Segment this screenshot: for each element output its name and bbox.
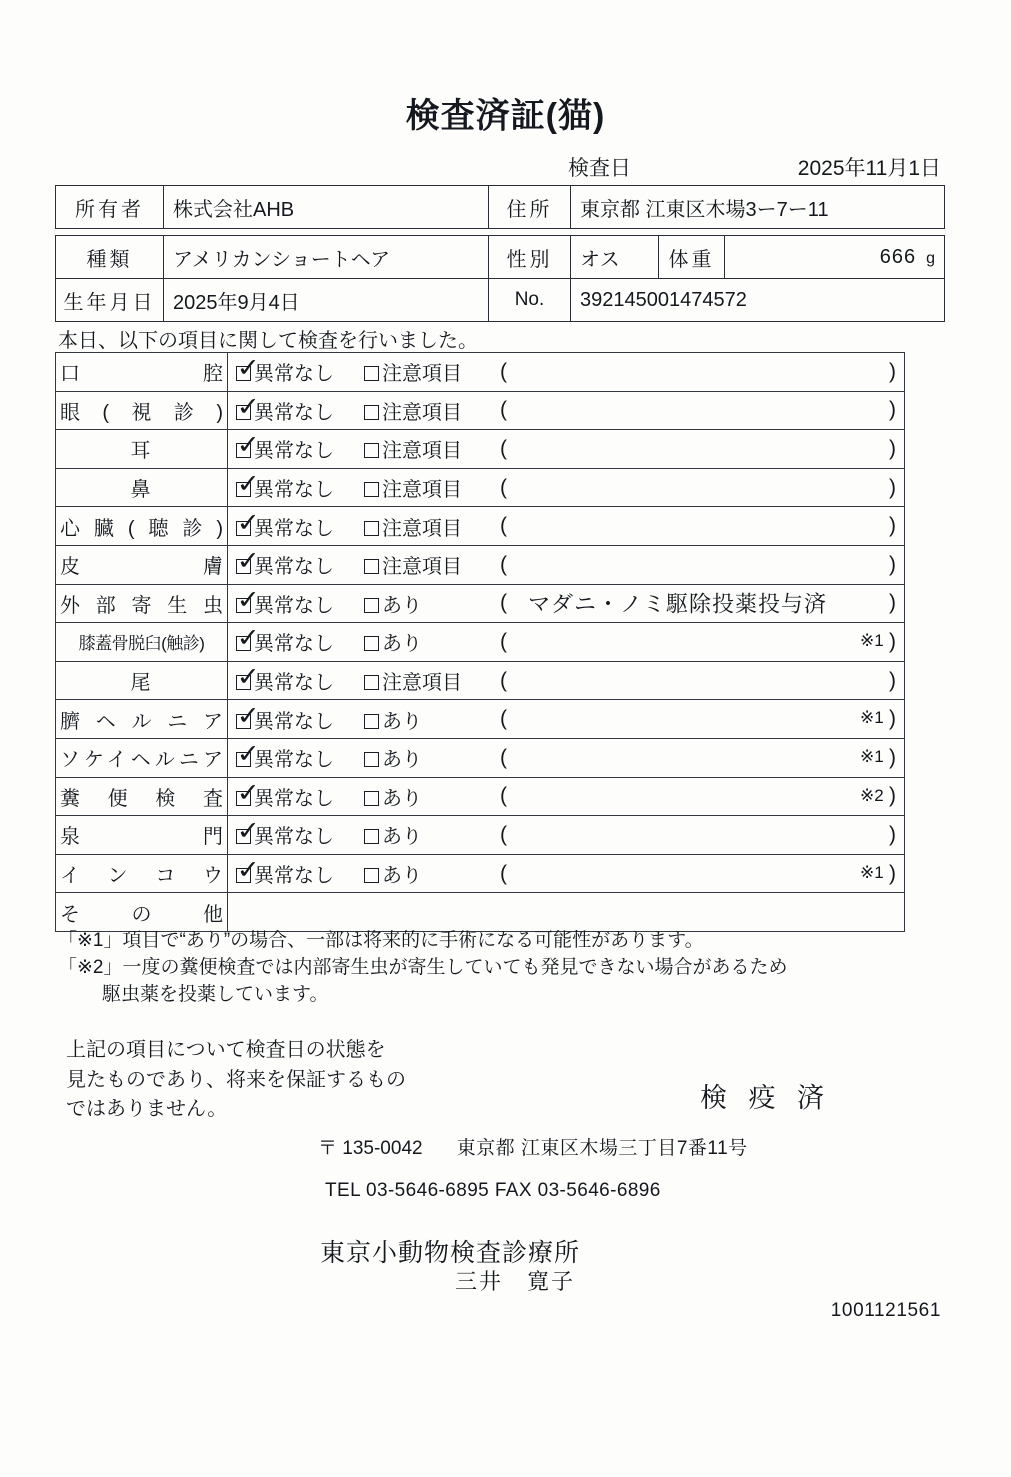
exam-option-normal[interactable] bbox=[235, 546, 334, 579]
footnote-2-cont: 駆虫薬を投薬しています。 bbox=[102, 983, 329, 1005]
sex-value: オス bbox=[571, 236, 659, 279]
exam-option-abnormal-label: あり bbox=[382, 749, 422, 772]
breed-value: アメリカンショートヘア bbox=[164, 236, 489, 279]
table-row bbox=[56, 854, 905, 893]
checkbox-abnormal[interactable] bbox=[364, 752, 379, 767]
exam-option-abnormal-label: 注意項目 bbox=[382, 401, 462, 424]
table-row bbox=[56, 816, 905, 855]
veterinarian-name: 三井 寛子 bbox=[455, 1269, 576, 1294]
clinic-telephone-fax: TEL 03-5646-6895 FAX 03-5646-6896 bbox=[325, 1180, 661, 1201]
checkbox-normal[interactable] bbox=[235, 739, 262, 769]
exam-item-label bbox=[56, 584, 228, 623]
address-value: 東京都 江東区木場3ー7ー11 bbox=[571, 186, 945, 229]
footnotes bbox=[58, 928, 788, 1009]
table-row bbox=[56, 468, 905, 507]
sex-label: 性別 bbox=[489, 236, 571, 279]
checkbox-abnormal[interactable] bbox=[364, 791, 379, 806]
checkbox-normal[interactable] bbox=[235, 546, 262, 576]
exam-item-options bbox=[228, 738, 905, 777]
checkbox-abnormal[interactable] bbox=[364, 405, 379, 420]
exam-option-abnormal-label: 注意項目 bbox=[382, 672, 462, 695]
exam-item-label-text: 皮膚 bbox=[60, 556, 223, 579]
checkbox-abnormal[interactable] bbox=[364, 443, 379, 458]
note-paren-open: ( bbox=[500, 668, 507, 692]
exam-item-footnote-mark bbox=[856, 545, 926, 584]
exam-option-abnormal[interactable] bbox=[364, 859, 422, 888]
exam-item-footnote-mark bbox=[856, 892, 926, 931]
checkmark-icon: ✓ bbox=[235, 778, 262, 808]
exam-option-abnormal[interactable] bbox=[364, 705, 422, 734]
exam-option-normal[interactable] bbox=[235, 585, 334, 618]
exam-item-footnote-mark bbox=[856, 391, 926, 430]
exam-option-normal[interactable] bbox=[235, 508, 334, 541]
exam-option-normal-label: 異常なし bbox=[254, 401, 334, 424]
exam-item-label-text: 眼(視診) bbox=[60, 401, 223, 424]
exam-item-options bbox=[228, 353, 905, 392]
clinic-address-line bbox=[318, 1133, 748, 1160]
exam-item-label bbox=[56, 661, 228, 700]
table-row bbox=[56, 236, 945, 279]
exam-item-footnote-mark: ※1 bbox=[860, 708, 884, 728]
checkmark-icon: ✓ bbox=[235, 701, 262, 731]
checkmark-icon: ✓ bbox=[235, 585, 262, 615]
note-paren-open: ( bbox=[500, 436, 507, 460]
exam-option-normal-label: 異常なし bbox=[254, 787, 334, 810]
checkbox-normal[interactable] bbox=[235, 585, 262, 615]
exam-item-footnote-mark bbox=[856, 429, 926, 468]
exam-option-normal[interactable] bbox=[235, 855, 334, 888]
exam-item-footnote-mark bbox=[856, 352, 926, 391]
checkbox-abnormal[interactable] bbox=[364, 636, 379, 651]
exam-item-footnote-mark bbox=[856, 468, 926, 507]
checkbox-normal[interactable] bbox=[235, 778, 262, 808]
exam-option-abnormal[interactable] bbox=[364, 782, 422, 811]
number-value: 392145001474572 bbox=[571, 279, 945, 322]
exam-item-label-text: 耳 bbox=[130, 440, 153, 463]
exam-option-normal-label: 異常なし bbox=[254, 363, 334, 386]
number-label: No. bbox=[489, 279, 571, 322]
note-paren-close: ) bbox=[889, 745, 896, 769]
checkbox-normal[interactable] bbox=[235, 816, 262, 846]
inspection-date-row bbox=[55, 152, 945, 182]
note-paren-close: ) bbox=[889, 475, 896, 499]
exam-option-abnormal[interactable] bbox=[364, 820, 422, 849]
exam-option-normal-label: 異常なし bbox=[254, 865, 334, 888]
weight-value-cell bbox=[725, 236, 945, 279]
note-paren-open: ( bbox=[500, 861, 507, 885]
owner-label: 所有者 bbox=[56, 186, 164, 229]
exam-option-abnormal-label: 注意項目 bbox=[382, 363, 462, 386]
disclaimer bbox=[66, 1036, 406, 1125]
exam-item-options bbox=[228, 700, 905, 739]
owner-value: 株式会社AHB bbox=[164, 186, 489, 229]
clinic-zip: 〒 135-0042 bbox=[318, 1138, 423, 1159]
exam-option-normal[interactable] bbox=[235, 662, 334, 695]
checkbox-abnormal[interactable] bbox=[364, 598, 379, 613]
disclaimer-line-1: 上記の項目について検査日の状態を bbox=[66, 1039, 386, 1061]
table-row bbox=[56, 623, 905, 662]
note-paren-open: ( bbox=[500, 707, 507, 731]
exam-option-abnormal[interactable] bbox=[364, 396, 462, 425]
table-row bbox=[56, 893, 905, 932]
exam-option-normal[interactable] bbox=[235, 353, 334, 386]
exam-item-options bbox=[228, 507, 905, 546]
exam-option-normal[interactable] bbox=[235, 739, 334, 772]
exam-item-options bbox=[228, 391, 905, 430]
exam-item-label bbox=[56, 700, 228, 739]
note-paren-close: ) bbox=[889, 668, 896, 692]
exam-item-label-text: 鼻 bbox=[130, 479, 153, 502]
exam-item-options bbox=[228, 468, 905, 507]
exam-item-label bbox=[56, 353, 228, 392]
exam-option-normal-label: 異常なし bbox=[254, 749, 334, 772]
checkbox-abnormal[interactable] bbox=[364, 714, 379, 729]
exam-item-label bbox=[56, 545, 228, 584]
birthdate-label: 生年月日 bbox=[56, 279, 164, 322]
exam-option-normal[interactable] bbox=[235, 392, 334, 425]
checkbox-normal[interactable] bbox=[235, 662, 262, 692]
exam-item-footnote-mark: ※1 bbox=[860, 631, 884, 651]
table-row bbox=[56, 545, 905, 584]
serial-number: 1001121561 bbox=[830, 1300, 941, 1321]
checkbox-abnormal[interactable] bbox=[364, 868, 379, 883]
exam-item-footnote-mark bbox=[856, 506, 926, 545]
exam-item-footnote-mark bbox=[856, 815, 926, 854]
exam-item-footnote-mark bbox=[856, 584, 926, 623]
exam-option-abnormal[interactable] bbox=[364, 357, 462, 386]
exam-item-note[interactable]: マダニ・ノミ駆除投薬投与済 bbox=[528, 591, 828, 617]
exam-item-footnote-mark: ※1 bbox=[860, 746, 884, 766]
exam-item-label-text: インコウ bbox=[60, 865, 223, 888]
checkbox-normal[interactable] bbox=[235, 701, 262, 731]
table-row bbox=[56, 186, 945, 229]
owner-info-table bbox=[55, 185, 945, 229]
exam-item-footnote-mark: ※1 bbox=[860, 862, 884, 882]
exam-item-options bbox=[228, 816, 905, 855]
note-paren-open: ( bbox=[500, 629, 507, 653]
note-paren-close: ) bbox=[889, 629, 896, 653]
note-paren-close: ) bbox=[889, 784, 896, 808]
checkbox-abnormal[interactable] bbox=[364, 559, 379, 574]
exam-option-abnormal[interactable] bbox=[364, 473, 462, 502]
table-row bbox=[56, 700, 905, 739]
checkmark-icon: ✓ bbox=[235, 430, 262, 461]
exam-option-normal-label: 異常なし bbox=[254, 517, 334, 540]
exam-option-abnormal-label: あり bbox=[382, 710, 422, 733]
animal-info-table bbox=[55, 235, 945, 322]
exam-item-label-text: 尾 bbox=[130, 672, 153, 695]
exam-item-options bbox=[228, 661, 905, 700]
intro-text: 本日、以下の項目に関して検査を行いました。 bbox=[58, 330, 478, 352]
note-paren-open: ( bbox=[500, 745, 507, 769]
note-paren-open: ( bbox=[500, 552, 507, 576]
note-paren-open: ( bbox=[500, 398, 507, 422]
table-row bbox=[56, 391, 905, 430]
note-paren-open: ( bbox=[500, 359, 507, 383]
exam-option-abnormal[interactable] bbox=[364, 666, 462, 695]
checkmark-icon: ✓ bbox=[235, 855, 262, 885]
exam-item-options bbox=[228, 584, 905, 623]
clinic-address: 東京都 江東区木場三丁目7番11号 bbox=[456, 1138, 748, 1159]
exam-option-abnormal-label: あり bbox=[382, 787, 422, 810]
table-row bbox=[56, 584, 905, 623]
breed-label: 種類 bbox=[56, 236, 164, 279]
note-paren-close: ) bbox=[889, 822, 896, 846]
note-paren-open: ( bbox=[500, 514, 507, 538]
exam-option-normal-label: 異常なし bbox=[254, 672, 334, 695]
table-row bbox=[56, 353, 905, 392]
page-title: 検査済証(猫) bbox=[405, 97, 606, 135]
exam-option-normal-label: 異常なし bbox=[254, 440, 334, 463]
note-paren-open: ( bbox=[500, 784, 507, 808]
exam-item-label-text: 臍ヘルニア bbox=[60, 710, 223, 733]
note-paren-close: ) bbox=[889, 514, 896, 538]
exam-item-label-text: ソケイヘルニア bbox=[60, 749, 223, 772]
inspection-date-value: 2025年11月1日 bbox=[797, 157, 941, 180]
exam-option-abnormal-label: 注意項目 bbox=[382, 517, 462, 540]
note-paren-open: ( bbox=[500, 822, 507, 846]
birthdate-value: 2025年9月4日 bbox=[164, 279, 489, 322]
exam-item-label-text: 心臓(聴診) bbox=[60, 517, 223, 540]
inspection-date-label: 検査日 bbox=[568, 157, 631, 180]
checkmark-icon: ✓ bbox=[235, 546, 262, 576]
weight-unit: g bbox=[926, 249, 935, 267]
checkbox-normal[interactable] bbox=[235, 430, 262, 461]
exam-item-options bbox=[228, 893, 905, 932]
checkbox-normal[interactable] bbox=[235, 855, 262, 885]
exam-option-abnormal-label: 注意項目 bbox=[382, 440, 462, 463]
checkbox-abnormal[interactable] bbox=[364, 829, 379, 844]
table-row bbox=[56, 738, 905, 777]
exam-option-abnormal[interactable] bbox=[364, 550, 462, 579]
exam-item-label bbox=[56, 507, 228, 546]
exam-option-abnormal-label: 注意項目 bbox=[382, 556, 462, 579]
exam-marks-column bbox=[856, 352, 926, 931]
checkbox-abnormal[interactable] bbox=[364, 521, 379, 536]
checkmark-icon: ✓ bbox=[235, 469, 262, 499]
footnote-2: 「※2」一度の糞便検査では内部寄生虫が寄生していても発見できない場合があるため bbox=[58, 956, 788, 978]
exam-item-label-text: 口腔 bbox=[60, 363, 223, 386]
exam-checklist bbox=[55, 352, 945, 932]
disclaimer-line-2: 見たものであり、将来を保証するもの bbox=[66, 1068, 406, 1091]
exam-option-abnormal-label: あり bbox=[382, 826, 422, 849]
exam-item-footnote-mark bbox=[856, 661, 926, 700]
exam-option-normal[interactable] bbox=[235, 778, 334, 811]
exam-item-options bbox=[228, 623, 905, 662]
note-paren-close: ) bbox=[889, 359, 896, 383]
exam-option-normal[interactable] bbox=[235, 430, 334, 463]
exam-item-label bbox=[56, 391, 228, 430]
exam-item-options bbox=[228, 545, 905, 584]
exam-item-label-text: 膝蓋骨脱臼(触診) bbox=[78, 633, 205, 653]
exam-option-abnormal[interactable] bbox=[364, 589, 422, 618]
note-paren-close: ) bbox=[889, 861, 896, 885]
exam-option-abnormal-label: あり bbox=[382, 865, 422, 888]
checkbox-abnormal[interactable] bbox=[364, 482, 379, 497]
checkbox-abnormal[interactable] bbox=[364, 675, 379, 690]
exam-option-normal-label: 異常なし bbox=[254, 479, 334, 502]
table-row bbox=[56, 777, 905, 816]
checkmark-icon: ✓ bbox=[235, 739, 262, 769]
table-row bbox=[56, 279, 945, 322]
note-paren-open: ( bbox=[500, 591, 507, 615]
exam-item-label bbox=[56, 430, 228, 469]
exam-table bbox=[55, 352, 905, 932]
exam-item-footnote-mark: ※2 bbox=[860, 785, 884, 805]
exam-option-abnormal-label: あり bbox=[382, 633, 422, 656]
checkbox-normal[interactable] bbox=[235, 623, 262, 653]
exam-option-normal-label: 異常なし bbox=[254, 633, 334, 656]
table-row bbox=[56, 507, 905, 546]
table-row bbox=[56, 661, 905, 700]
checkmark-icon: ✓ bbox=[235, 392, 262, 422]
exam-option-abnormal-label: あり bbox=[382, 594, 422, 617]
checkmark-icon: ✓ bbox=[235, 662, 262, 692]
exam-option-normal[interactable] bbox=[235, 469, 334, 502]
checkmark-icon: ✓ bbox=[235, 353, 262, 383]
clinic-name: 東京小動物検査診療所 bbox=[320, 1239, 581, 1267]
address-label: 住所 bbox=[489, 186, 571, 229]
note-paren-close: ) bbox=[889, 436, 896, 460]
exam-item-label-text: 外部寄生虫 bbox=[60, 594, 223, 617]
checkbox-normal[interactable] bbox=[235, 508, 262, 538]
disclaimer-line-3: ではありません。 bbox=[66, 1098, 228, 1121]
exam-item-label-text: その他 bbox=[60, 903, 223, 926]
note-paren-close: ) bbox=[889, 552, 896, 576]
weight-value: 666 bbox=[879, 245, 917, 268]
note-paren-close: ) bbox=[889, 707, 896, 731]
exam-item-label-text: 糞便検査 bbox=[60, 787, 223, 810]
checkbox-normal[interactable] bbox=[235, 469, 262, 499]
quarantine-stamp: 検 疫 済 bbox=[700, 1083, 832, 1113]
exam-item-label bbox=[56, 893, 228, 932]
footnote-1: 「※1」項目で“あり”の場合、一部は将来的に手術になる可能性があります。 bbox=[58, 930, 704, 951]
exam-option-abnormal[interactable] bbox=[364, 434, 462, 463]
exam-item-label bbox=[56, 738, 228, 777]
checkmark-icon: ✓ bbox=[235, 508, 262, 538]
exam-item-label bbox=[56, 816, 228, 855]
exam-item-label-text: 泉門 bbox=[60, 826, 223, 849]
exam-option-normal-label: 異常なし bbox=[254, 556, 334, 579]
exam-item-options bbox=[228, 854, 905, 893]
checkbox-abnormal[interactable] bbox=[364, 366, 379, 381]
exam-option-normal-label: 異常なし bbox=[254, 826, 334, 849]
note-paren-open: ( bbox=[500, 475, 507, 499]
exam-option-abnormal[interactable] bbox=[364, 512, 462, 541]
table-row bbox=[56, 430, 905, 469]
exam-item-label bbox=[56, 854, 228, 893]
weight-label: 体重 bbox=[659, 236, 725, 279]
checkmark-icon: ✓ bbox=[235, 623, 262, 653]
exam-option-normal[interactable] bbox=[235, 701, 334, 734]
exam-option-abnormal[interactable] bbox=[364, 627, 422, 656]
note-paren-close: ) bbox=[889, 591, 896, 615]
checkbox-normal[interactable] bbox=[235, 392, 262, 422]
exam-item-options bbox=[228, 777, 905, 816]
checkmark-icon: ✓ bbox=[235, 816, 262, 846]
exam-option-abnormal[interactable] bbox=[364, 743, 422, 772]
note-paren-close: ) bbox=[889, 398, 896, 422]
exam-item-label bbox=[56, 468, 228, 507]
exam-option-abnormal-label: 注意項目 bbox=[382, 479, 462, 502]
exam-item-options bbox=[228, 430, 905, 469]
exam-option-normal-label: 異常なし bbox=[254, 594, 334, 617]
checkbox-normal[interactable] bbox=[235, 353, 262, 383]
exam-item-label bbox=[56, 777, 228, 816]
exam-option-normal[interactable] bbox=[235, 623, 334, 656]
exam-option-normal[interactable] bbox=[235, 816, 334, 849]
exam-option-normal-label: 異常なし bbox=[254, 710, 334, 733]
exam-item-label bbox=[56, 623, 228, 662]
